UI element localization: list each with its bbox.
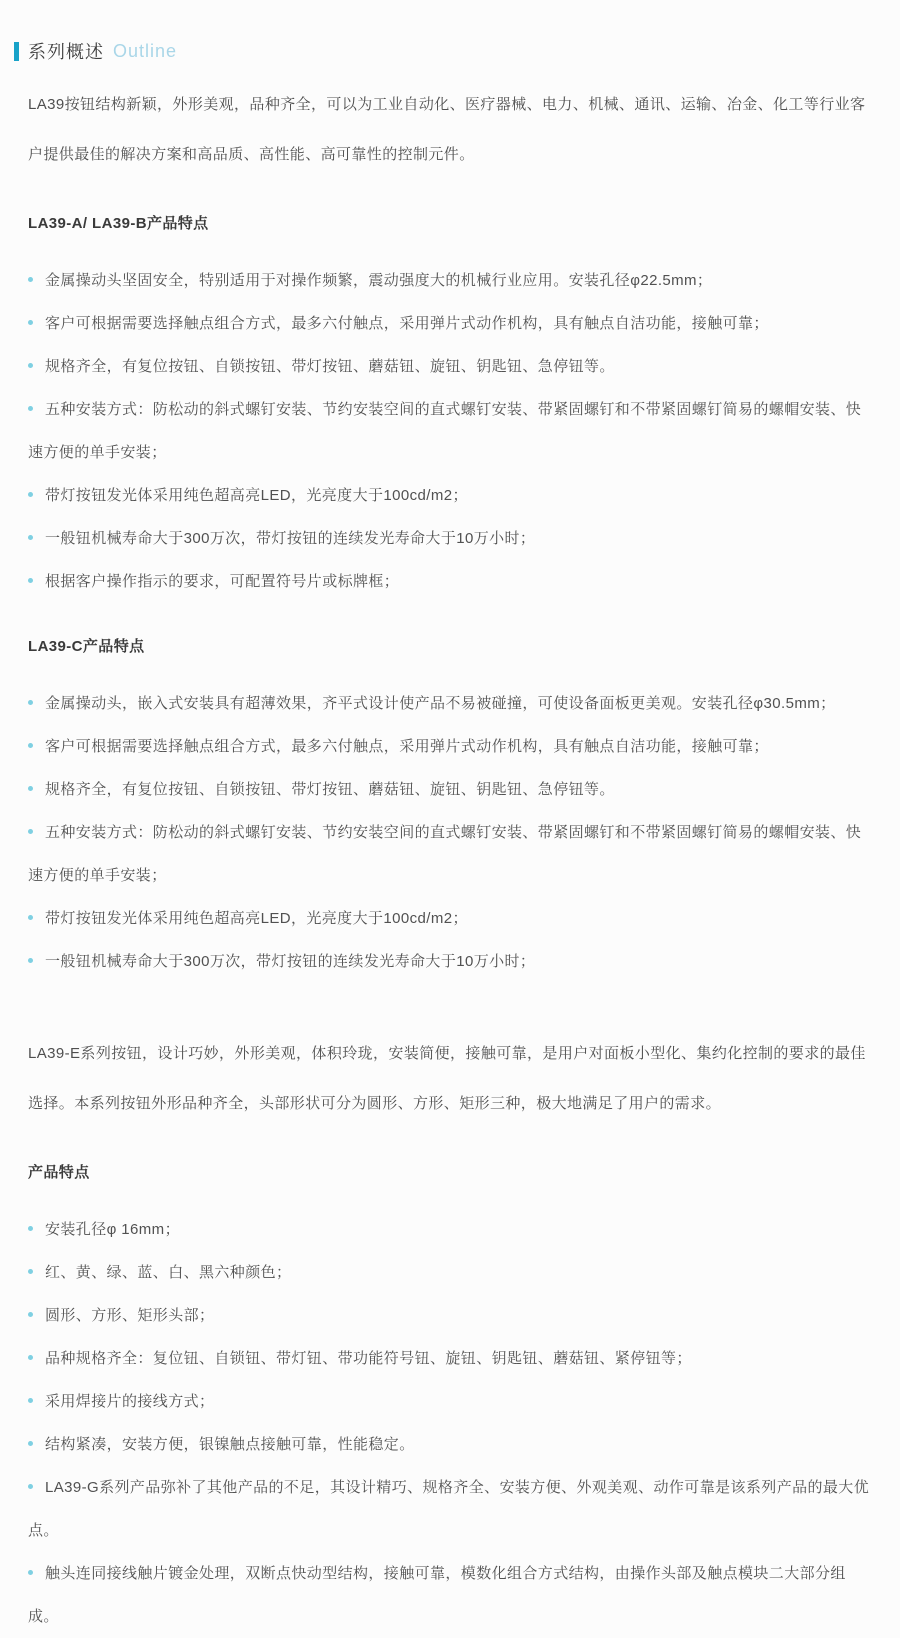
feature-item-text: 圆形、方形、矩形头部； <box>45 1307 215 1324</box>
bullet-icon <box>28 492 33 497</box>
section-heading-features: 产品特点 <box>28 1164 90 1181</box>
bullet-icon <box>28 1312 33 1317</box>
feature-item-text: 五种安装方式：防松动的斜式螺钉安装、节约安装空间的直式螺钉安装、带紧固螺钉和不带紧固螺钉简易的螺帽安装、快速方便的单手安装； <box>28 824 862 884</box>
feature-item-text: 安装孔径φ 16mm； <box>45 1221 180 1238</box>
feature-list-la39e <box>28 1208 870 1638</box>
bullet-icon <box>28 1269 33 1274</box>
feature-item <box>28 474 870 517</box>
section-heading-la39ab: LA39-A/ LA39-B产品特点 <box>28 215 209 232</box>
feature-item <box>28 345 870 388</box>
bullet-icon <box>28 1398 33 1403</box>
feature-item-text: 根据客户操作指示的要求，可配置符号片或标牌框； <box>45 573 400 590</box>
bullet-icon <box>28 700 33 705</box>
feature-item-text: 触头连同接线触片镀金处理，双断点快动型结构，接触可靠，模数化组合方式结构，由操作头部及触点模块二大部分组成。 <box>28 1565 846 1625</box>
bullet-icon <box>28 1484 33 1489</box>
feature-item <box>28 1208 870 1251</box>
feature-item <box>28 1380 870 1423</box>
bullet-icon <box>28 320 33 325</box>
feature-item <box>28 259 870 302</box>
feature-item-text: 金属操动头，嵌入式安装具有超薄效果，齐平式设计使产品不易被碰撞，可使设备面板更美观。安装孔径φ30.5mm； <box>45 695 836 712</box>
bullet-icon <box>28 915 33 920</box>
feature-item-text: 结构紧凑，安装方便，银镍触点接触可靠，性能稳定。 <box>45 1436 415 1453</box>
bullet-icon <box>28 1570 33 1575</box>
title-accent-bar-icon <box>14 42 19 61</box>
feature-list-la39ab <box>28 259 870 603</box>
feature-list-la39c <box>28 682 870 983</box>
feature-item-text: 带灯按钮发光体采用纯色超高亮LED，光亮度大于100cd/m2； <box>45 910 468 927</box>
la39e-paragraph: LA39-E系列按钮，设计巧妙，外形美观，体积玲珑，安装简便，接触可靠，是用户对面板小型化、集约化控制的要求的最佳选择。本系列按钮外形品种齐全，头部形状可分为圆形、方形、矩形三种，极大地满足了用户的需求。 <box>28 1045 866 1112</box>
bullet-icon <box>28 1226 33 1231</box>
bullet-icon <box>28 406 33 411</box>
feature-item <box>28 1552 870 1638</box>
feature-item-text: 客户可根据需要选择触点组合方式，最多六付触点，采用弹片式动作机构，具有触点自洁功能，接触可靠； <box>45 738 769 755</box>
page-title: 系列概述 <box>28 42 104 62</box>
bullet-icon <box>28 743 33 748</box>
feature-item-text: 金属操动头坚固安全，特别适用于对操作频繁，震动强度大的机械行业应用。安装孔径φ22.5mm； <box>45 272 713 289</box>
bullet-icon <box>28 535 33 540</box>
page-header <box>14 38 870 64</box>
feature-item <box>28 1466 870 1552</box>
feature-item <box>28 1337 870 1380</box>
intro-paragraph: LA39按钮结构新颖，外形美观，品种齐全，可以为工业自动化、医疗器械、电力、机械、通讯、运输、冶金、化工等行业客户提供最佳的解决方案和高品质、高性能、高可靠性的控制元件。 <box>28 96 866 163</box>
feature-item-text: 一般钮机械寿命大于300万次，带灯按钮的连续发光寿命大于10万小时； <box>45 530 536 547</box>
feature-item <box>28 682 870 725</box>
feature-item <box>28 897 870 940</box>
bullet-icon <box>28 578 33 583</box>
page-title-en: Outline <box>113 40 178 61</box>
bullet-icon <box>28 363 33 368</box>
feature-item-text: 规格齐全，有复位按钮、自锁按钮、带灯按钮、蘑菇钮、旋钮、钥匙钮、急停钮等。 <box>45 781 615 798</box>
feature-item-text: 品种规格齐全：复位钮、自锁钮、带灯钮、带功能符号钮、旋钮、钥匙钮、蘑菇钮、紧停钮等； <box>45 1350 692 1367</box>
feature-item-text: 带灯按钮发光体采用纯色超高亮LED，光亮度大于100cd/m2； <box>45 487 468 504</box>
feature-item <box>28 388 870 474</box>
feature-item <box>28 1251 870 1294</box>
feature-item <box>28 768 870 811</box>
feature-item <box>28 560 870 603</box>
section-heading-la39c: LA39-C产品特点 <box>28 638 145 655</box>
bullet-icon <box>28 277 33 282</box>
feature-item-text: 红、黄、绿、蓝、白、黑六种颜色； <box>45 1264 292 1281</box>
feature-item-text: 规格齐全，有复位按钮、自锁按钮、带灯按钮、蘑菇钮、旋钮、钥匙钮、急停钮等。 <box>45 358 615 375</box>
feature-item <box>28 940 870 983</box>
feature-item <box>28 517 870 560</box>
feature-item-text: LA39-G系列产品弥补了其他产品的不足，其设计精巧、规格齐全、安装方便、外观美观、动作可靠是该系列产品的最大优点。 <box>28 1479 870 1539</box>
feature-item-text: 一般钮机械寿命大于300万次，带灯按钮的连续发光寿命大于10万小时； <box>45 953 536 970</box>
feature-item <box>28 302 870 345</box>
bullet-icon <box>28 829 33 834</box>
bullet-icon <box>28 958 33 963</box>
feature-item <box>28 725 870 768</box>
bullet-icon <box>28 786 33 791</box>
bullet-icon <box>28 1355 33 1360</box>
feature-item-text: 客户可根据需要选择触点组合方式，最多六付触点，采用弹片式动作机构，具有触点自洁功能，接触可靠； <box>45 315 769 332</box>
feature-item-text: 采用焊接片的接线方式； <box>45 1393 215 1410</box>
feature-item <box>28 1423 870 1466</box>
bullet-icon <box>28 1441 33 1446</box>
feature-item <box>28 1294 870 1337</box>
feature-item-text: 五种安装方式：防松动的斜式螺钉安装、节约安装空间的直式螺钉安装、带紧固螺钉和不带紧固螺钉简易的螺帽安装、快速方便的单手安装； <box>28 401 862 461</box>
feature-item <box>28 811 870 897</box>
